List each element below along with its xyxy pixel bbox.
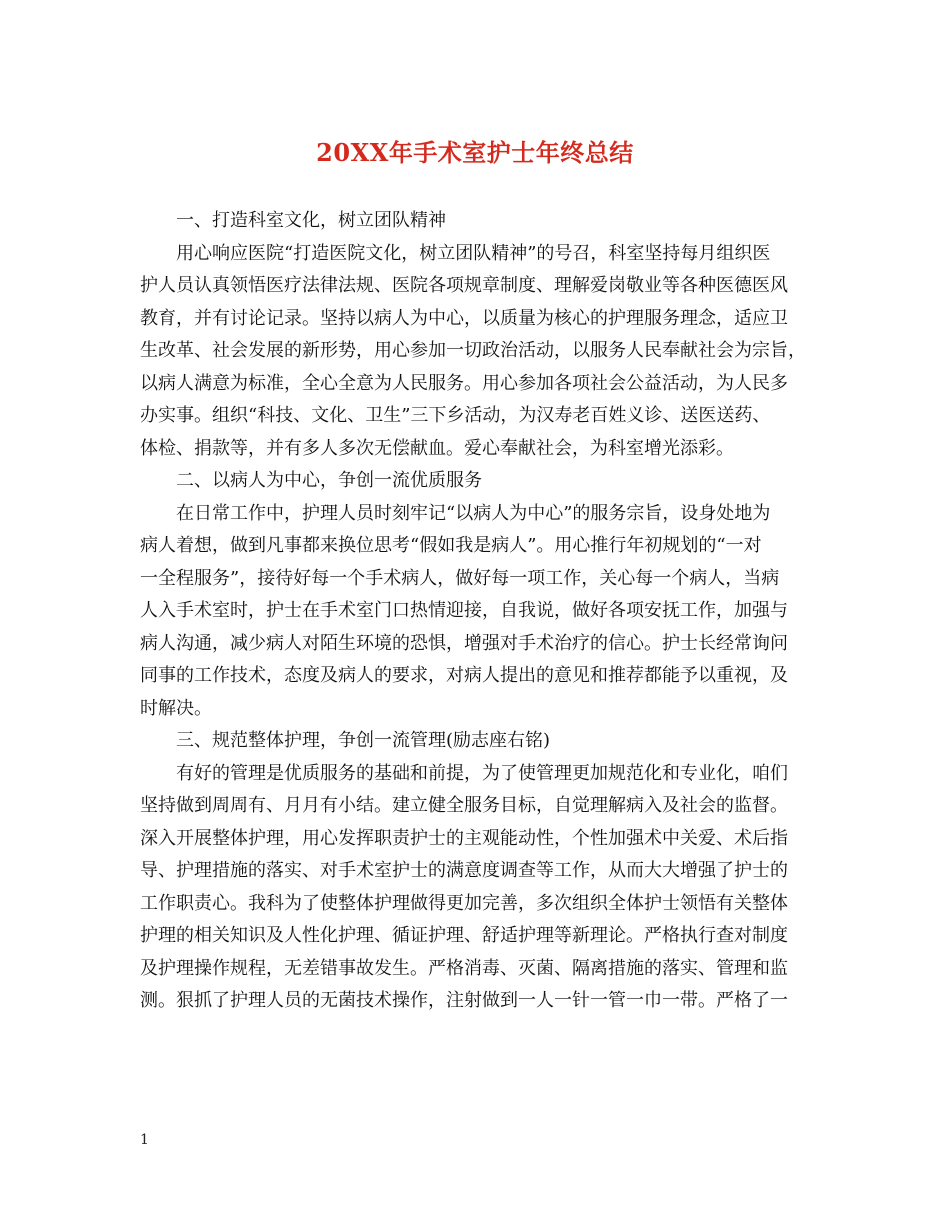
text-line: 有好的管理是优质服务的基础和前提，为了使管理更加规范化和专业化，咱们 [176,762,788,784]
text-line: 护理的相关知识及人性化护理、循证护理、舒适护理等新理论。严格执行查对制度 [140,925,788,946]
text-line: 导、护理措施的落实、对手术室护士的满意度调查等工作，从而大大增强了护士的 [140,860,788,881]
text-line: 护人员认真领悟医疗法律法规、医院各项规章制度、理解爱岗敬业等各种医德医风 [140,275,788,296]
text-line: 教育，并有讨论记录。坚持以病人为中心，以质量为核心的护理服务理念，适应卫 [140,307,788,329]
text-line: 病人沟通，减少病人对陌生环境的恐惧，增强对手术治疗的信心。护士长经常询问 [140,632,788,654]
text-line: 以病人满意为标准，全心全意为人民服务。用心参加各项社会公益活动，为人民多 [140,372,788,394]
text-line: 生改革、社会发展的新形势，用心参加一切政治活动，以服务人民奉献社会为宗旨， [140,340,806,361]
document-body [140,205,812,1018]
text-line: 一全程服务”，接待好每一个手术病人，做好每一项工作，关心每一个病人，当病 [140,567,780,589]
text-line: 及护理操作规程，无差错事故发生。严格消毒、灭菌、隔离措施的落实、管理和监 [140,957,788,979]
text-line: 深入开展整体护理，用心发挥职责护士的主观能动性，个性加强术中关爱、术后指 [140,827,788,849]
text-line: 二、以病人为中心，争创一流优质服务 [176,470,482,491]
text-line: 办实事。组织“科技、文化、卫生”三下乡活动，为汉寿老百姓义诊、送医送药、 [140,405,771,426]
page-number: 1 [140,1132,149,1148]
text-line: 时解决。 [140,697,212,719]
text-line: 用心响应医院“打造医院文化，树立团队精神”的号召，科室坚持每月组织医 [176,242,771,264]
text-line: 工作职责心。我科为了使整体护理做得更加完善，多次组织全体护士领悟有关整体 [140,892,788,914]
text-line: 测。狠抓了护理人员的无菌技术操作，注射做到一人一针一管一巾一带。严格了一 [140,990,788,1011]
text-line: 在日常工作中，护理人员时刻牢记“以病人为中心”的服务宗旨，设身处地为 [176,502,771,524]
text-line: 体检、捐款等，并有多人多次无偿献血。爱心奉献社会，为科室增光添彩。 [140,437,734,459]
document-title: 20XX年手术室护士年终总结 [316,138,634,167]
text-line: 同事的工作技术，态度及病人的要求，对病人提出的意见和推荐都能予以重视，及 [140,665,788,686]
text-line: 三、规范整体护理，争创一流管理(励志座右铭) [176,730,551,751]
text-line: 人入手术室时，护士在手术室门口热情迎接，自我说，做好各项安抚工作，加强与 [140,600,788,621]
text-line: 坚持做到周周有、月月有小结。建立健全服务目标，自觉理解病入及社会的监督。 [140,795,788,816]
text-line: 病人着想，做到凡事都来换位思考“假如我是病人”。用心推行年初规划的“一对 [140,535,762,556]
text-line: 一、打造科室文化，树立团队精神 [176,210,446,231]
